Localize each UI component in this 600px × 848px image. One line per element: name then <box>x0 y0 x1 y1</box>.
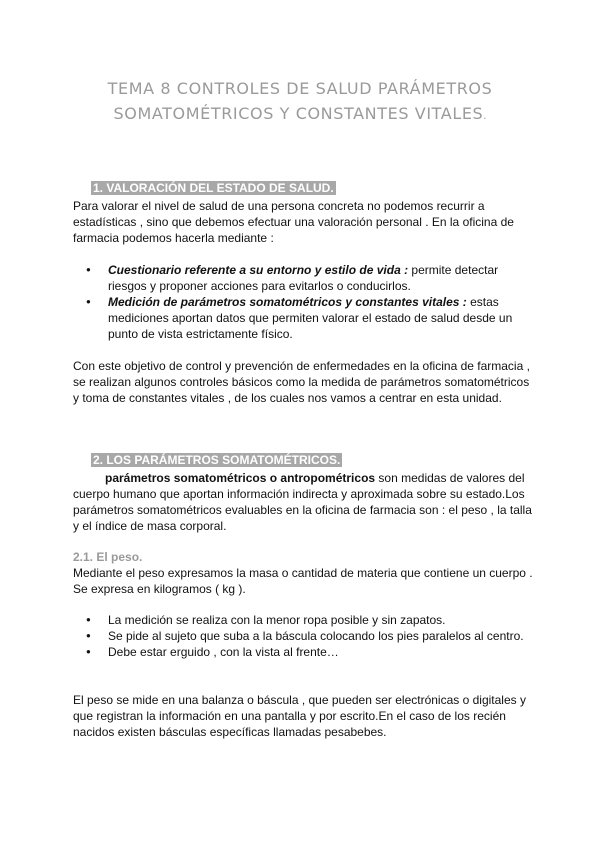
section-2-intro-bold: parámetros somatométricos o antropométricos <box>105 471 376 485</box>
bullet-bold-lead: Medición de parámetros somatométricos y constantes vitales : <box>108 295 467 309</box>
section-1-bullet-list <box>73 262 535 342</box>
title-line-2-text: SOMATOMÉTRICOS Y CONSTANTES VITALES <box>113 104 484 123</box>
section-2-intro-rest: son medidas de valores del cuerpo humano que aportan información indirecta y aproximada sobre su estado.Los parámetros somatométricos evaluables en la oficina de farmacia son : el peso , la talla y el índice de masa corporal. <box>73 471 532 533</box>
list-item <box>73 294 535 342</box>
title-line-1: TEMA 8 CONTROLES DE SALUD PARÁMETROS <box>107 79 493 98</box>
section-1-intro: Para valorar el nivel de salud de una persona concreta no podemos recurrir a estadísticas , sino que debemos efectuar una valoración personal . En la oficina de farmacia podemos hacerla mediante : <box>73 199 514 245</box>
subsection-2-1-heading: 2.1. El peso. <box>73 550 143 564</box>
section-1-closing: Con este objetivo de control y prevención de enfermedades en la oficina de farmacia , se realizan algunos controles básicos como la medida de parámetros somatométricos y toma de constantes vitales , de los cuales nos vamos a centrar en esta unidad. <box>73 359 530 405</box>
bullet-text: estas mediciones aportan datos que permiten valorar el estado de salud desde un punto de vista estrictamente físico. <box>108 295 513 341</box>
subsection-2-1-bullet-list <box>73 612 535 660</box>
list-item: ● Debe estar erguido , con la vista al frente… <box>73 644 535 660</box>
bullet-bold-lead: Cuestionario referente a su entorno y estilo de vida : <box>108 263 409 277</box>
bullet-text: permite detectar riesgos y proponer acciones para evitarlos o conducirlos. <box>108 263 499 293</box>
subsection-2-1-intro: Mediante el peso expresamos la masa o cantidad de materia que contiene un cuerpo . Se expresa en kilogramos ( kg ). <box>73 566 533 596</box>
list-item <box>73 262 535 294</box>
subsection-2-1-closing: El peso se mide en una balanza o báscula , que pueden ser electrónicas o digitales y que registran la información en una pantalla y por escrito.En el caso de los recién nacidos existen básculas específicas llamadas pesabebes. <box>73 693 526 739</box>
list-item: ● Se pide al sujeto que suba a la báscula colocando los pies paralelos al centro. <box>73 628 535 644</box>
document-title <box>60 76 540 129</box>
section-1-heading: 1. VALORACIÓN DEL ESTADO DE SALUD. <box>93 181 334 195</box>
list-item: ● La medición se realiza con la menor ropa posible y sin zapatos. <box>73 612 535 628</box>
section-2-heading: 2. LOS PARÁMETROS SOMATOMÉTRICOS. <box>93 453 341 467</box>
title-line-2 <box>60 101 540 129</box>
title-trailing-dot: . <box>483 111 487 122</box>
section-2-intro <box>73 470 535 534</box>
